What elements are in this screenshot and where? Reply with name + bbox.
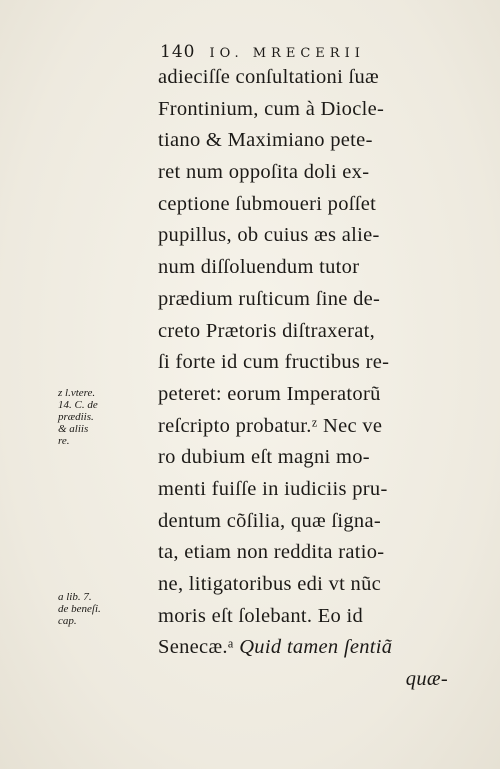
note-line: re. <box>58 435 70 447</box>
text-line: moris eſt ſolebant. Eo id <box>158 604 364 627</box>
text-line-roman: Senecæ.ᵃ <box>158 636 234 659</box>
text-line: num diſſoluendum tutor <box>158 256 360 279</box>
note-line: a lib. 7. <box>58 591 92 603</box>
text-line: ne, litigatoribus edi vt nũc <box>158 573 382 595</box>
catchword: quæ- <box>405 668 448 691</box>
body-text <box>158 62 468 696</box>
text-line: prædium ruſticum ſine de- <box>158 287 381 310</box>
text-line: dentum cõſilia, quæ ſigna- <box>158 509 382 532</box>
text-line-italic: Quid tamen ſentiã <box>239 636 393 659</box>
text-line: ceptione ſubmoueri poſſet <box>158 192 377 215</box>
text-line: creto Prætoris diſtraxerat, <box>158 319 376 342</box>
text-line: ſi forte id cum fructibus re- <box>158 351 390 374</box>
text-line: tiano & Maximiano pete- <box>158 129 373 152</box>
text-line-last <box>158 632 468 664</box>
marginal-note-a <box>58 591 158 627</box>
marginal-note-z <box>58 387 158 447</box>
text-line: pupillus, ob cuius æs alie- <box>158 224 380 247</box>
text-line: adieciſſe conſultationi ſuæ <box>158 66 380 88</box>
text-line: ret num oppoſita doli ex- <box>158 161 370 184</box>
note-line: de beneſi. <box>58 603 101 615</box>
note-line: 14. C. de <box>58 399 98 411</box>
running-head <box>160 42 460 62</box>
text-line: ro dubium eſt magni mo- <box>158 446 370 469</box>
note-line: cap. <box>58 615 77 627</box>
text-line: reſcripto probatur.ᶻ Nec ve <box>158 414 383 437</box>
note-line: & aliis <box>58 423 89 435</box>
note-line: prædiis. <box>58 411 94 423</box>
running-title: IO. MRECERII <box>209 46 365 61</box>
page-number: 140 <box>160 42 196 62</box>
text-line: Frontinium, cum à Diocle- <box>158 97 385 120</box>
text-line: peteret: eorum Imperatorũ <box>158 382 381 405</box>
note-line: z l.vtere. <box>58 387 96 399</box>
text-line: ta, etiam non reddita ratio- <box>158 541 385 564</box>
text-line: menti fuiſſe in iudiciis pru- <box>158 477 388 500</box>
